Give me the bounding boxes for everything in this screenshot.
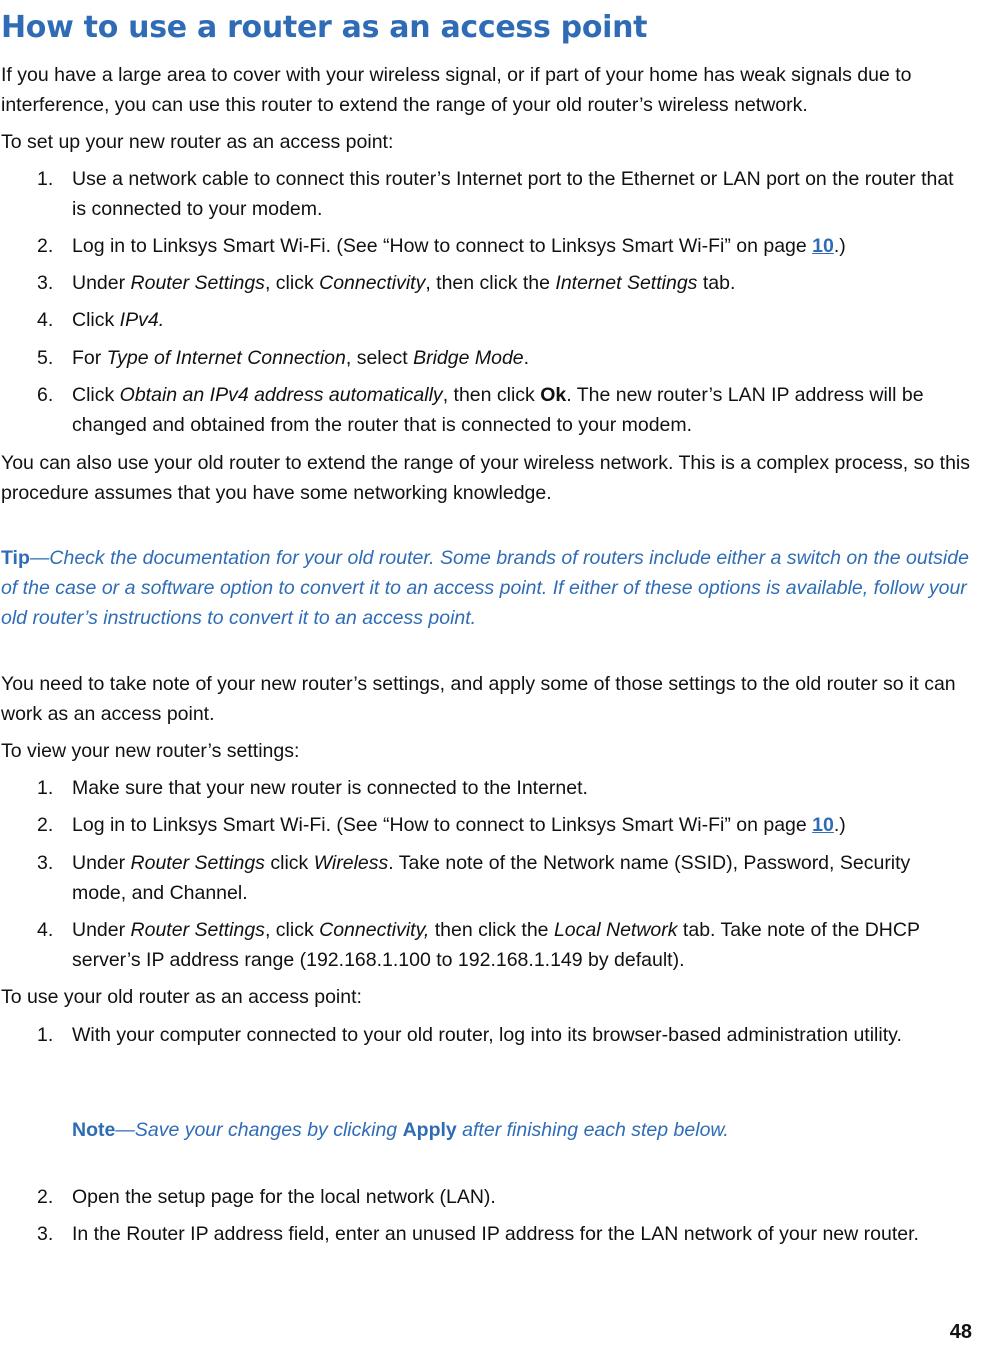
step-number: 3. — [37, 272, 54, 294]
step-text: Use a network cable to connect this router’s Internet port to the Ethernet or LAN port on the router that is connected to your modem. — [72, 168, 954, 220]
step-number: 4. — [37, 309, 54, 331]
page-title: How to use a router as an access point — [1, 10, 648, 45]
setup-lead: To set up your new router as an access point: — [1, 131, 394, 153]
step-text: Click IPv4. — [72, 309, 165, 331]
step-number: 2. — [37, 235, 54, 257]
step-number: 1. — [37, 168, 54, 190]
step-text: Open the setup page for the local network (LAN). — [72, 1186, 496, 1208]
step-number: 2. — [37, 1186, 54, 1208]
step-text: For Type of Internet Connection, select Bridge Mode. — [72, 347, 530, 369]
page-link[interactable]: 10 — [812, 814, 834, 836]
apply-label: Apply — [402, 1119, 457, 1141]
document-page: How to use a router as an access point If you have a large area to cover with your wireless signal, or if part of your home has weak signals due to interference, you can use this router to extend the range of your old router’s wireless network. To set up your new router as an access point: 1. Use a network cable to connect this router’s Internet port to the Ethernet or LAN port on the router that is connected to your modem. 2. Log in to Linksys Smart Wi-Fi. (See “How to connect to Linksys Smart Wi-Fi” on page 10.) 3. Under Router Settings, click Connectivity, then click the Internet Settings tab. 4. Click IPv4. 5. For Type of Internet Connection, select Bridge Mode. 6. Click Obtain an IPv4 address automatically, then click Ok. The new router’s LAN IP address will be changed and obtained from the router that is connected to your modem. You can also use your old router to extend the range of your wireless network. This is a complex process, so this procedure assumes that you have some networking knowledge. Tip—Check the documentation for your old router. Some brands of routers include either a switch on the outside of the case or a software option to convert it to an access point. If either of these options is available, follow your old router’s instructions to convert it to an access point. You need to take note of your new router’s settings, and apply some of those settings to the old router so it can work as an access point. To view your new router’s settings: 1. Make sure that your new router is connected to the Internet. 2. Log in to Linksys Smart Wi-Fi. (See “How to connect to Linksys Smart Wi-Fi” on page 10.) 3. Under Router Settings click Wireless. Take note of the Network name (SSID), Password, Security mode, and Channel. 4. Under Router Settings, click Connectivity, then click the Local Network tab. Take note of the DHCP server’s IP address range (192.168.1.100 to 192.168.1.149 by default). To use your old router as an access point: 1. With your computer connected to your old router, log into its browser-based administration utility. Note—Save your changes by clicking Apply after finishing each step below. 2. Open the setup page for the local network (LAN). 3. In the Router IP address field, enter an unused IP address for the LAN network of your new router. 48 — [0, 0, 987, 1347]
step-number: 1. — [37, 1024, 54, 1046]
tip-label: Tip — [1, 547, 30, 569]
step-number: 3. — [37, 852, 54, 874]
step-number: 5. — [37, 347, 54, 369]
step-text: In the Router IP address field, enter an unused IP address for the LAN network of your new router. — [72, 1223, 919, 1245]
step-text: Log in to Linksys Smart Wi-Fi. (See “How to connect to Linksys Smart Wi-Fi” on page 10.) — [72, 235, 846, 257]
intro-paragraph: If you have a large area to cover with your wireless signal, or if part of your home has weak signals due to interference, you can use this router to extend the range of your old router’s wireless network. — [1, 64, 912, 116]
settings-paragraph: You need to take note of your new router’s settings, and apply some of those settings to the old router so it can work as an access point. — [1, 673, 956, 725]
step-text: Click Obtain an IPv4 address automatically, then click Ok. The new router’s LAN IP address will be changed and obtained from the router that is connected to your modem. — [72, 384, 924, 436]
step-number: 4. — [37, 919, 54, 941]
note-label: Note — [72, 1119, 116, 1141]
old-router-paragraph: You can also use your old router to extend the range of your wireless network. This is a complex process, so this procedure assumes that you have some networking knowledge. — [1, 452, 971, 504]
tip-callout: Tip—Check the documentation for your old router. Some brands of routers include either a switch on the outside of the case or a software option to convert it to an access point. If either of these options is available, follow your old router’s instructions to convert it to an access point. — [1, 547, 969, 629]
step-number: 3. — [37, 1223, 54, 1245]
view-lead: To view your new router’s settings: — [1, 740, 300, 762]
step-text: Under Router Settings click Wireless. Take note of the Network name (SSID), Password, Security mode, and Channel. — [72, 852, 911, 904]
step-text: Log in to Linksys Smart Wi-Fi. (See “How to connect to Linksys Smart Wi-Fi” on page 10.) — [72, 814, 846, 836]
step-number: 6. — [37, 384, 54, 406]
step-text: Under Router Settings, click Connectivity, then click the Local Network tab. Take note of the DHCP server’s IP address range (192.168.1.100 to 192.168.1.149 by default). — [72, 919, 920, 971]
use-lead: To use your old router as an access point: — [1, 986, 362, 1008]
step-number: 1. — [37, 777, 54, 799]
step-text: Make sure that your new router is connected to the Internet. — [72, 777, 588, 799]
page-link[interactable]: 10 — [812, 235, 834, 257]
step-text: With your computer connected to your old router, log into its browser-based administration utility. — [72, 1024, 902, 1046]
step-text: Under Router Settings, click Connectivity, then click the Internet Settings tab. — [72, 272, 736, 294]
page-number: 48 — [949, 1321, 972, 1343]
step-number: 2. — [37, 814, 54, 836]
tip-text: Check the documentation for your old router. Some brands of routers include either a switch on the outside of the case or a software option to convert it to an access point. If either of these options is available, follow your old router’s instructions to convert it to an access point. — [1, 547, 969, 629]
